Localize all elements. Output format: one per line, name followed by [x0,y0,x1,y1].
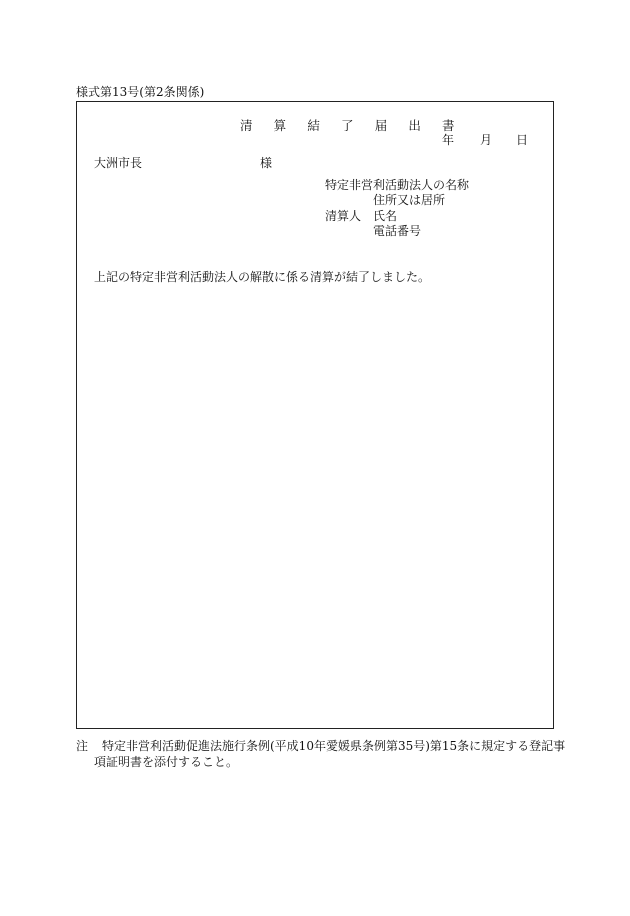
note-text-line-1: 特定非営利活動促進法施行条例(平成10年愛媛県条例第35号)第15条に規定する登記事 [102,739,566,753]
liquidator-label: 清算人 [325,209,362,223]
body-text: 上記の特定非営利活動法人の解散に係る清算が結了しました。 [94,270,431,284]
date-month-label: 月 [480,133,493,147]
addressee-name: 大洲市長 [94,156,143,170]
note-label: 注 [76,739,89,753]
org-name-label: 特定非営利活動法人の名称 [325,178,470,192]
note-text-line-2: 項証明書を添付すること。 [94,755,239,769]
document-title: 清 算 結 了 届 出 書 [240,118,464,133]
form-number-label: 様式第13号(第2条関係) [76,85,205,99]
date-day-label: 日 [516,133,529,147]
address-label: 住所又は居所 [373,193,446,207]
form-frame [76,101,554,729]
date-year-label: 年 [442,133,455,147]
addressee-honorific: 様 [260,156,273,170]
name-label: 氏名 [373,209,398,223]
phone-label: 電話番号 [373,224,422,238]
